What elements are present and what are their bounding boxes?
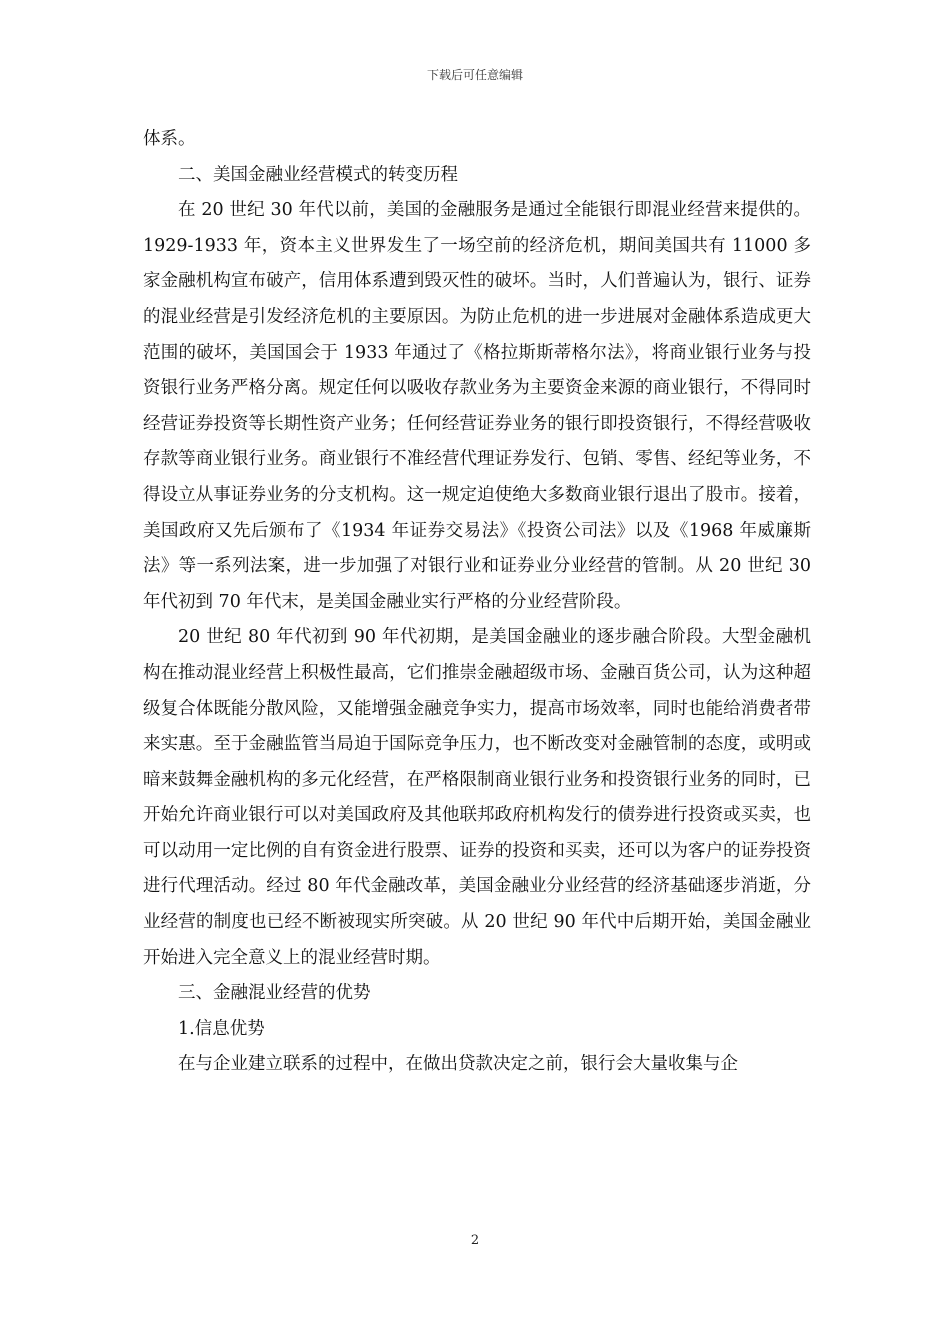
subheading-information-advantage: 1.信息优势 — [178, 1018, 265, 1039]
paragraph-history-convergence: 20 世纪 80 年代初到 90 年代初期，是美国金融业的逐步融合阶段。大型金融机构在推动混业经营上积极性最高，它们推崇金融超级市场、金融百货公司，认为这种超级复合体既能分散风险，又能增强金融竞争实力，提高市场效率，同时也能给消费者带来实惠。至于金融监管当局迫于国际竞争压力，也不断改变对金融管制的态度，或明或暗来鼓舞金融机构的多元化经营，在严格限制商业银行业务和投资银行业务的同时，已开始允许商业银行可以对美国政府及其他联邦政府机构发行的债券进行投资或买卖，也可以动用一定比例的自有资金进行股票、证券的投资和买卖，还可以为客户的证券投资进行代理活动。经过 80 年代金融改革，美国金融业分业经营的经济基础逐步消逝，分业经营的制度也已经不断被现实所突破。从 20 世纪 90 年代中后期开始，美国金融业开始进入完全意义上的混业经营时期。 — [143, 627, 811, 968]
paragraph-continuation: 体系。 — [143, 129, 196, 149]
paragraph-information-advantage: 在与企业建立联系的过程中，在做出贷款决定之前，银行会大量收集与企 — [178, 1054, 738, 1075]
section-heading-2: 二、美国金融业经营模式的转变历程 — [178, 164, 458, 185]
page-header: 下载后可任意编辑 — [426, 68, 523, 82]
document-body — [143, 122, 811, 1083]
section-heading-3: 三、金融混业经营的优势 — [178, 983, 371, 1004]
page-number: 2 — [470, 1233, 480, 1248]
paragraph-history-separation: 在 20 世纪 30 年代以前，美国的金融服务是通过全能银行即混业经营来提供的。1929-1933 年，资本主义世界发生了一场空前的经济危机，期间美国共有 11000 多家金融机构宣布破产，信用体系遭到毁灭性的破坏。当时，人们普遍认为，银行、证券的混业经营是引发经济危机的主要原因。为防止危机的进一步进展对金融体系造成更大范围的破坏，美国国会于 1933 年通过了《格拉斯斯蒂格尔法》，将商业银行业务与投资银行业务严格分离。规定任何以吸收存款业务为主要资金来源的商业银行，不得同时经营证券投资等长期性资产业务；任何经营证券业务的银行即投资银行，不得经营吸收存款等商业银行业务。商业银行不准经营代理证券发行、包销、零售、经纪等业务，不得设立从事证券业务的分支机构。这一规定迫使绝大多数商业银行退出了股市。接着，美国政府又先后颁布了《1934 年证券交易法》《投资公司法》以及《1968 年威廉斯法》等一系列法案，进一步加强了对银行业和证券业分业经营的管制。从 20 世纪 30 年代初到 70 年代末，是美国金融业实行严格的分业经营阶段。 — [143, 200, 811, 612]
